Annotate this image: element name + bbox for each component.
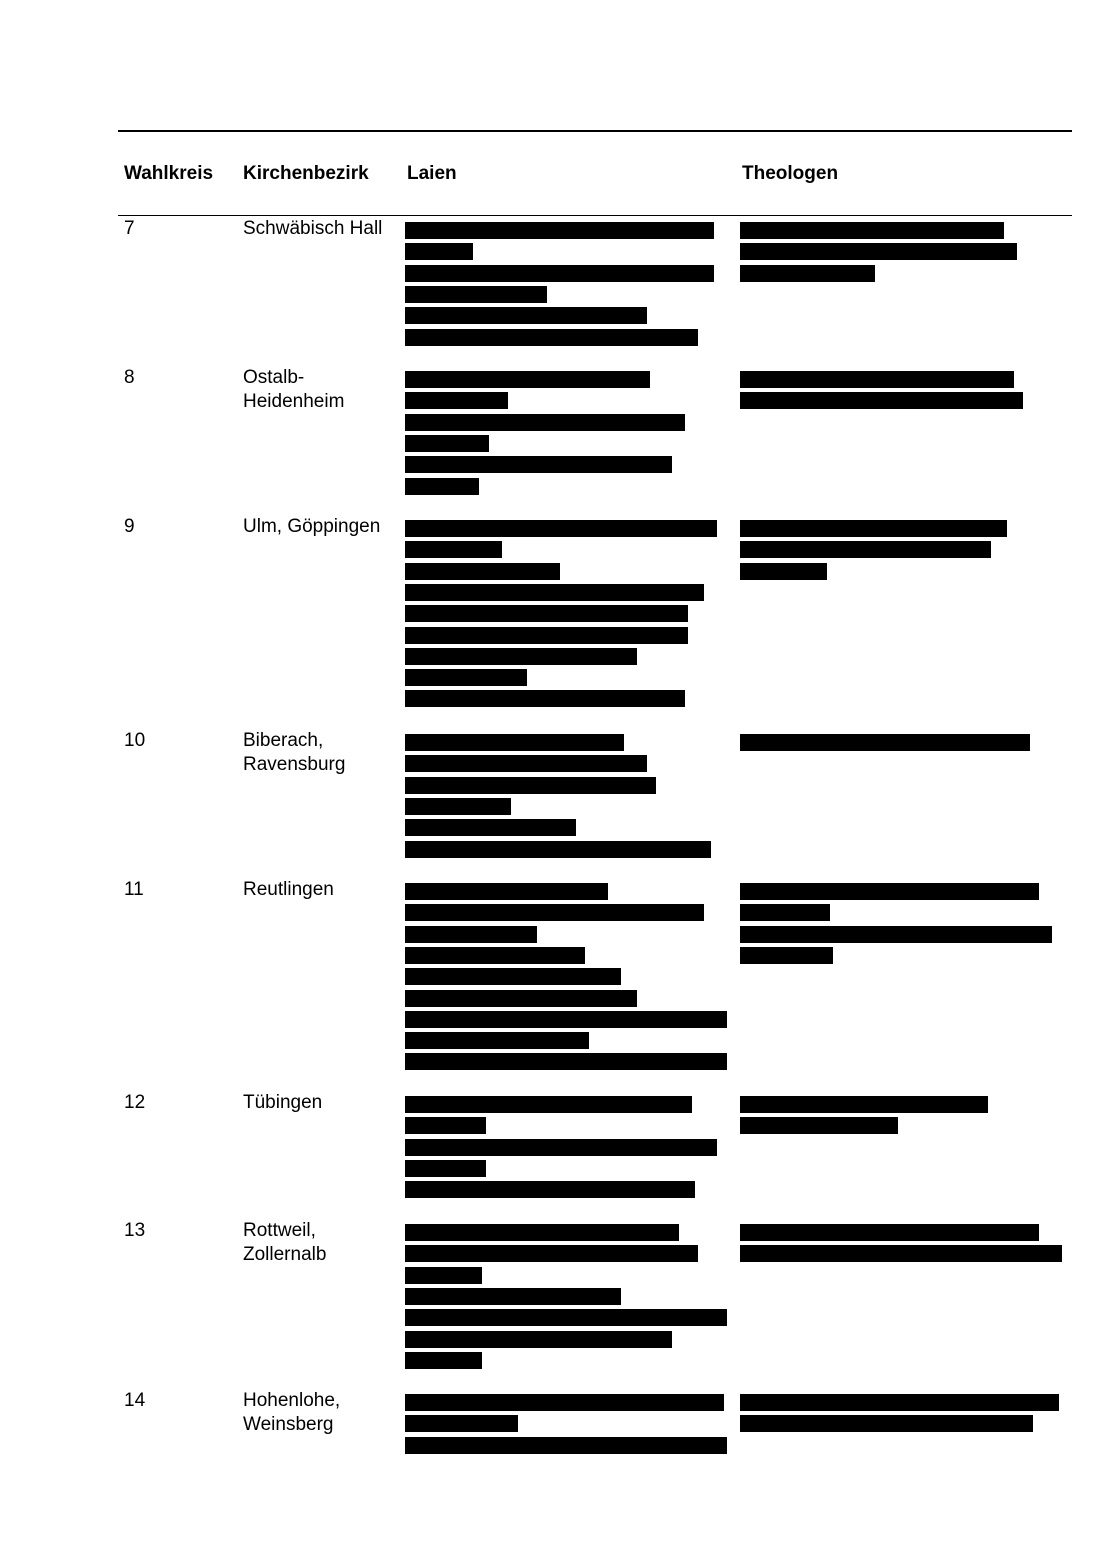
redaction-bar — [405, 1352, 482, 1369]
redaction-bar — [405, 1160, 486, 1177]
redaction-bar — [740, 392, 1023, 409]
redaction-bar — [405, 520, 717, 537]
kirchenbezirk-name: Tübingen — [243, 1092, 323, 1113]
redaction-bar — [405, 926, 537, 943]
redaction-bar — [405, 798, 511, 815]
table-top-rule — [118, 130, 1072, 132]
redaction-bar — [405, 222, 714, 239]
wahlkreis-number: 11 — [124, 879, 144, 900]
header-theologen: Theologen — [742, 163, 839, 184]
redaction-bar — [405, 563, 560, 580]
redaction-bar — [740, 883, 1039, 900]
redaction-bar — [405, 968, 621, 985]
kirchenbezirk-name: Reutlingen — [243, 879, 334, 900]
kirchenbezirk-name: Ostalb- Heidenheim — [243, 367, 345, 412]
redaction-bar — [405, 541, 502, 558]
redaction-bar — [405, 1139, 717, 1156]
redaction-bar — [405, 1288, 621, 1305]
redaction-bar — [740, 1117, 898, 1134]
redaction-bar — [740, 1394, 1059, 1411]
redaction-bar — [405, 1267, 482, 1284]
wahlkreis-number: 9 — [124, 516, 135, 537]
redaction-bar — [405, 883, 608, 900]
redaction-bar — [740, 926, 1052, 943]
redaction-bar — [405, 1053, 727, 1070]
redaction-bar — [405, 627, 688, 644]
redaction-bar — [740, 563, 827, 580]
kirchenbezirk-name: Rottweil, Zollernalb — [243, 1220, 327, 1265]
redaction-bar — [405, 605, 688, 622]
redaction-bar — [740, 1224, 1039, 1241]
redaction-bar — [405, 286, 547, 303]
wahlkreis-number: 7 — [124, 218, 135, 239]
redaction-bar — [405, 1437, 727, 1454]
redaction-bar — [740, 265, 875, 282]
redaction-bar — [740, 541, 991, 558]
redaction-bar — [405, 734, 624, 751]
wahlkreis-number: 14 — [124, 1390, 146, 1411]
redaction-bar — [405, 1331, 672, 1348]
redaction-bar — [740, 734, 1030, 751]
kirchenbezirk-name: Biberach, Ravensburg — [243, 730, 346, 775]
redaction-bar — [405, 1096, 692, 1113]
redaction-bar — [405, 1394, 724, 1411]
redaction-bar — [405, 947, 585, 964]
kirchenbezirk-name: Schwäbisch Hall — [243, 218, 383, 239]
header-kirchenbezirk: Kirchenbezirk — [243, 163, 369, 184]
redaction-bar — [740, 1245, 1062, 1262]
wahlkreis-number: 13 — [124, 1220, 146, 1241]
redaction-bar — [405, 819, 576, 836]
redaction-bar — [405, 990, 637, 1007]
table-header-rule — [118, 215, 1072, 216]
redaction-bar — [405, 392, 508, 409]
redaction-bar — [740, 904, 830, 921]
redaction-bar — [405, 435, 489, 452]
redaction-bar — [405, 584, 704, 601]
redaction-bar — [405, 669, 527, 686]
redaction-bar — [405, 265, 714, 282]
redaction-bar — [405, 329, 698, 346]
redaction-bar — [405, 1245, 698, 1262]
wahlkreis-number: 8 — [124, 367, 135, 388]
redaction-bar — [740, 520, 1007, 537]
redaction-bar — [405, 755, 647, 772]
kirchenbezirk-name: Hohenlohe, Weinsberg — [243, 1390, 341, 1435]
header-laien: Laien — [407, 163, 457, 184]
header-wahlkreis: Wahlkreis — [124, 163, 214, 184]
redaction-bar — [405, 841, 711, 858]
redaction-bar — [405, 690, 685, 707]
redaction-bar — [740, 243, 1017, 260]
redaction-bar — [405, 1309, 727, 1326]
redaction-bar — [405, 1415, 518, 1432]
wahlkreis-number: 12 — [124, 1092, 146, 1113]
redaction-bar — [405, 307, 647, 324]
redaction-bar — [405, 1032, 589, 1049]
wahlkreis-number: 10 — [124, 730, 146, 751]
kirchenbezirk-name: Ulm, Göppingen — [243, 516, 381, 537]
redaction-bar — [405, 777, 656, 794]
redaction-bar — [740, 371, 1014, 388]
redaction-bar — [405, 1224, 679, 1241]
redaction-bar — [740, 222, 1004, 239]
redaction-bar — [405, 243, 473, 260]
redaction-bar — [405, 648, 637, 665]
redaction-bar — [405, 1011, 727, 1028]
redaction-bar — [405, 478, 479, 495]
redaction-bar — [740, 1415, 1033, 1432]
redaction-bar — [405, 456, 672, 473]
redaction-bar — [405, 371, 650, 388]
redaction-bar — [405, 904, 704, 921]
redaction-bar — [740, 1096, 988, 1113]
redaction-bar — [405, 1117, 486, 1134]
redaction-bar — [740, 947, 833, 964]
redaction-bar — [405, 414, 685, 431]
redaction-bar — [405, 1181, 695, 1198]
